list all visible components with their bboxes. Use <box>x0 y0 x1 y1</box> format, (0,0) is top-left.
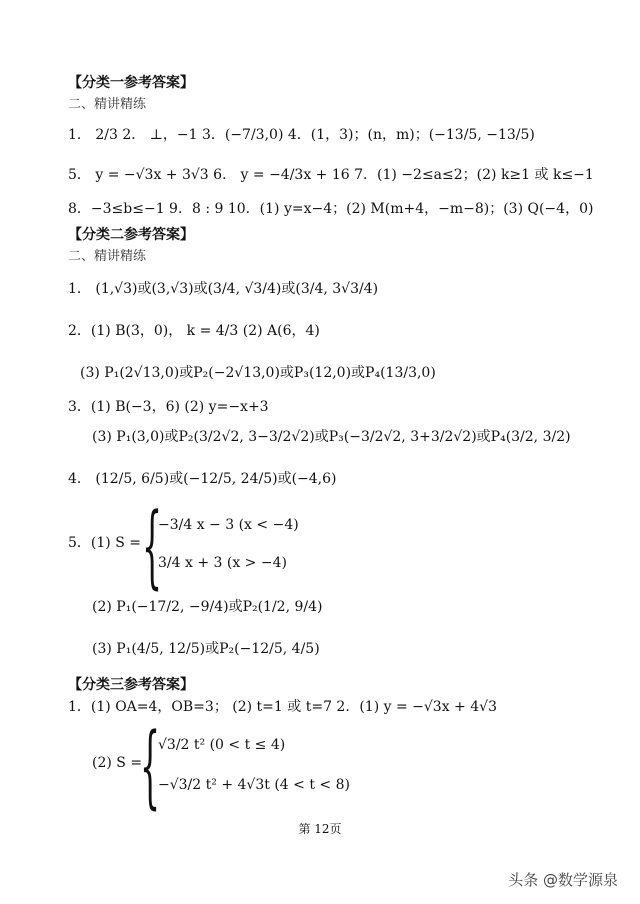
section-1-title: 【分类一参考答案】 <box>68 75 194 91</box>
answer-line: 1． 2/3 2． ⊥，−1 3．(−7/3,0) 4．(1，3)；(n，m)；(−13/5, −13/5) <box>68 127 535 143</box>
piecewise-case: 3/4 x + 3 (x > −4) <box>158 555 287 571</box>
piecewise-label: 5．(1) S = <box>68 535 141 551</box>
answer-line: (3) P₁(3,0)或P₂(3/2√2, 3−3/2√2)或P₃(−3/2√2, 3+3/2√2)或P₄(3/2, 3/2) <box>92 429 571 445</box>
section-2-title: 【分类二参考答案】 <box>68 227 194 243</box>
answer-line: 3．(1) B(−3，6) (2) y=−x+3 <box>68 399 269 415</box>
piecewise-brace: { <box>142 494 163 599</box>
answer-line: 5． y = −√3x + 3√3 6． y = −4/3x + 16 7．(1) −2≤a≤2；(2) k≥1 或 k≤−1 <box>68 167 594 183</box>
answer-line: 4． (12/5, 6/5)或(−12/5, 24/5)或(−4,6) <box>68 471 337 487</box>
answer-line: (3) P₁(2√13,0)或P₂(−2√13,0)或P₃(12,0)或P₄(13/3,0) <box>80 365 436 381</box>
answer-line: 1． (1,√3)或(3,√3)或(3/4, √3/4)或(3/4, 3√3/4) <box>68 281 379 297</box>
piecewise-case: −3/4 x − 3 (x < −4) <box>158 517 299 533</box>
page-number: 第 12页 <box>298 822 342 836</box>
piecewise-case: √3/2 t² (0 < t ≤ 4) <box>158 737 286 753</box>
answer-line: 2．(1) B(3，0)， k = 4/3 (2) A(6，4) <box>68 323 320 339</box>
section-3-title: 【分类三参考答案】 <box>68 677 194 693</box>
answer-line: 1．(1) OA=4，OB=3； (2) t=1 或 t=7 2．(1) y = −√3x + 4√3 <box>68 699 497 715</box>
piecewise-brace: { <box>140 714 161 819</box>
piecewise-case: −√3/2 t² + 4√3t (4 < t < 8) <box>158 777 350 793</box>
answer-line: (3) P₁(4/5, 12/5)或P₂(−12/5, 4/5) <box>92 641 320 657</box>
section-2-subtitle: 二、精讲精练 <box>68 249 147 264</box>
piecewise-label: (2) S = <box>92 755 143 771</box>
section-1-subtitle: 二、精讲精练 <box>68 97 147 112</box>
answer-line: (2) P₁(−17/2, −9/4)或P₂(1/2, 9/4) <box>92 599 323 615</box>
answer-line: 8．−3≤b≤−1 9．8 : 9 10．(1) y=x−4；(2) M(m+4，−m−8)；(3) Q(−4，0) <box>68 201 594 217</box>
watermark: 头条 @数学源泉 <box>508 871 618 889</box>
